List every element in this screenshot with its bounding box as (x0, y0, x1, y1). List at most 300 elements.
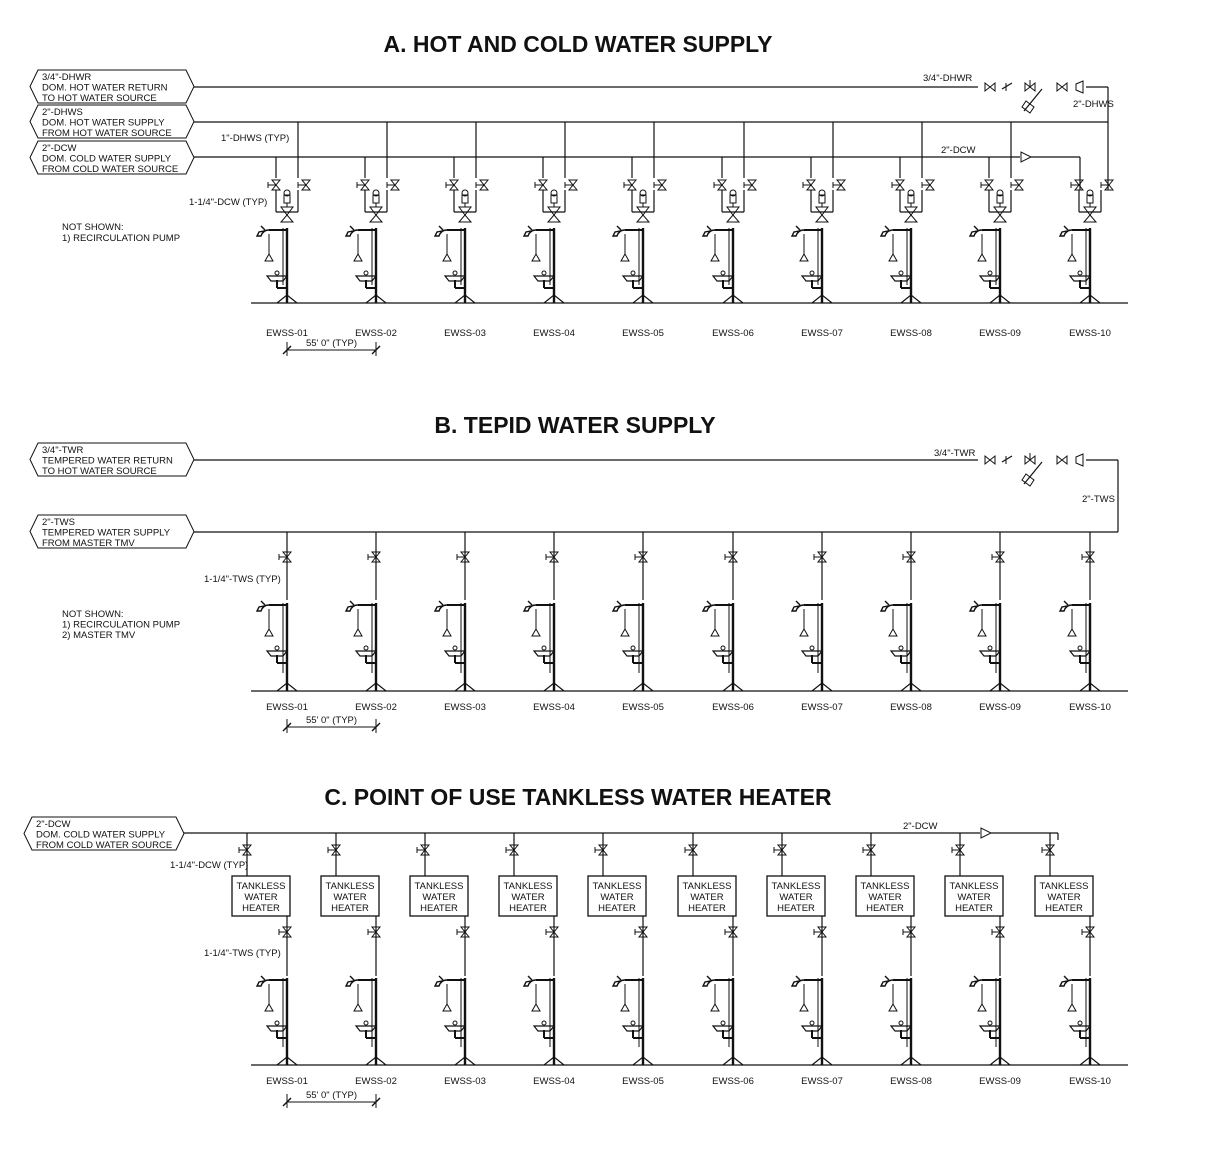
station-tag: EWSS-05 (622, 328, 664, 339)
station-tag: EWSS-03 (444, 1076, 486, 1087)
return-line-label: 3/4"-TWR (934, 448, 976, 459)
tankless-heater-label: WATER (511, 892, 545, 903)
tankless-heater-label: HEATER (242, 903, 280, 914)
tankless-heater-label: TANKLESS (503, 881, 553, 892)
dimension-label: 55' 0" (TYP) (305, 715, 358, 726)
eyewash-station (1060, 976, 1100, 1065)
shower-head-icon (970, 980, 982, 986)
mixing-valve-body (1084, 207, 1096, 215)
eyewash-nozzle-icon (1078, 1021, 1082, 1025)
station-group (1035, 833, 1111, 1087)
pull-handle-icon (621, 629, 629, 636)
mixing-valve-body (816, 215, 828, 222)
station-tag: EWSS-10 (1069, 328, 1111, 339)
station-tag: EWSS-06 (712, 1076, 754, 1087)
eyewash-station (435, 601, 475, 691)
not-shown-note: 1) RECIRCULATION PUMP (62, 233, 181, 244)
eyewash-station (613, 226, 653, 303)
eyewash-nozzle-icon (810, 1021, 814, 1025)
mixing-valve-body (905, 207, 917, 215)
eyewash-station (970, 226, 1010, 303)
eyewash-station (1060, 601, 1100, 691)
eyewash-nozzle-icon (542, 271, 546, 275)
eyewash-station (346, 226, 386, 303)
tankless-heater-label: WATER (600, 892, 634, 903)
tankless-heater-label: TANKLESS (414, 881, 464, 892)
mixing-valve-body (637, 215, 649, 222)
shower-head-icon (257, 605, 269, 611)
flag-dcw-line: 2"-DCW (36, 819, 71, 830)
eyewash-nozzle-icon (721, 646, 725, 650)
tankless-heater-label: HEATER (955, 903, 993, 914)
station-group (792, 532, 843, 713)
shower-head-deflector (885, 976, 889, 980)
tankless-heater-label: WATER (422, 892, 456, 903)
shower-head-deflector (1064, 976, 1068, 980)
flag-dcw-line: FROM COLD WATER SOURCE (42, 164, 179, 175)
tankless-heater-label: WATER (1047, 892, 1081, 903)
eyewash-station (524, 601, 564, 691)
shower-head-icon (613, 980, 625, 986)
not-shown-note: 1) RECIRCULATION PUMP (62, 619, 181, 631)
shower-head-icon (435, 605, 447, 611)
eyewash-station (613, 601, 653, 691)
section-title: B. TEPID WATER SUPPLY (434, 412, 716, 438)
station-group (524, 532, 575, 713)
eyewash-nozzle-icon (988, 271, 992, 275)
flag-dhwr-line: 3/4"-DHWR (42, 72, 92, 83)
pull-handle-icon (889, 1004, 897, 1011)
eyewash-nozzle-icon (1078, 646, 1082, 650)
tankless-heater-label: WATER (957, 892, 991, 903)
shower-head-deflector (707, 601, 711, 605)
eyewash-nozzle-icon (631, 646, 635, 650)
tankless-heater-label: TANKLESS (682, 881, 732, 892)
station-group (257, 532, 308, 713)
mixing-valve-body (727, 207, 739, 215)
pull-handle-icon (532, 254, 540, 261)
eyewash-nozzle-icon (899, 271, 903, 275)
section-tankless-water-heater (24, 784, 1128, 1108)
ball-valve-icon (985, 456, 995, 464)
mixing-valve-body (816, 207, 828, 215)
flag-dhws-line: 2"-DHWS (42, 107, 83, 118)
shower-head-icon (792, 980, 804, 986)
mixing-valve-body (994, 215, 1006, 222)
flag-twr-line: 3/4"-TWR (42, 445, 84, 456)
not-shown-note: 2) MASTER TMV (62, 630, 136, 641)
eyewash-nozzle-icon (899, 1021, 903, 1025)
station-tag: EWSS-09 (979, 328, 1021, 339)
station-tag: EWSS-01 (266, 328, 308, 339)
pull-handle-icon (532, 1004, 540, 1011)
eyewash-station (881, 601, 921, 691)
station-tag: EWSS-07 (801, 328, 843, 339)
tankless-heater-label: TANKLESS (860, 881, 910, 892)
station-tag: EWSS-07 (801, 1076, 843, 1087)
mixing-valve-body (727, 215, 739, 222)
shower-head-deflector (261, 976, 265, 980)
flag-dcw-line: DOM. COLD WATER SUPPLY (36, 829, 166, 841)
station-group (588, 833, 664, 1087)
station-tag: EWSS-02 (355, 702, 397, 713)
shower-head-deflector (974, 976, 978, 980)
station-tag: EWSS-07 (801, 702, 843, 713)
shower-head-icon (703, 980, 715, 986)
tankless-heater-label: TANKLESS (325, 881, 375, 892)
shower-head-icon (257, 230, 269, 236)
eyewash-station (881, 226, 921, 303)
flag-twr-line: TO HOT WATER SOURCE (42, 466, 157, 477)
branch-label: 1-1/4"-TWS (TYP) (204, 574, 281, 585)
station-tag: EWSS-04 (533, 702, 575, 713)
cold-main-check-icon (1021, 152, 1031, 162)
shower-head-icon (881, 230, 893, 236)
tankless-heater-label: HEATER (509, 903, 547, 914)
eyewash-station (346, 601, 386, 691)
eyewash-nozzle-icon (453, 271, 457, 275)
pull-handle-icon (354, 629, 362, 636)
eyewash-station (970, 976, 1010, 1065)
shower-head-icon (881, 980, 893, 986)
spacing-dimension (283, 338, 380, 356)
shower-head-deflector (796, 601, 800, 605)
tankless-heater-label: WATER (779, 892, 813, 903)
shower-head-deflector (617, 226, 621, 230)
flag-dhws-line: FROM HOT WATER SOURCE (42, 128, 172, 139)
tankless-heater-label: TANKLESS (236, 881, 286, 892)
station-group (524, 122, 577, 339)
ball-valve-icon (985, 83, 995, 91)
shower-head-icon (346, 605, 358, 611)
tankless-heater-label: WATER (690, 892, 724, 903)
shower-head-deflector (707, 976, 711, 980)
shower-head-deflector (350, 601, 354, 605)
shower-head-icon (881, 605, 893, 611)
shower-head-deflector (974, 226, 978, 230)
shower-head-deflector (796, 226, 800, 230)
tankless-heater-label: HEATER (777, 903, 815, 914)
reducer-icon (1076, 454, 1083, 466)
mixing-valve-icon (1084, 190, 1096, 222)
eyewash-nozzle-icon (810, 646, 814, 650)
eyewash-station (1060, 226, 1100, 303)
riser-label: 2"-TWS (1082, 494, 1115, 505)
station-group (856, 833, 932, 1087)
shower-head-deflector (885, 601, 889, 605)
eyewash-nozzle-icon (810, 271, 814, 275)
shower-head-deflector (796, 976, 800, 980)
eyewash-nozzle-icon (364, 1021, 368, 1025)
station-group (499, 833, 575, 1087)
mixing-valve-icon (370, 190, 382, 222)
shower-head-deflector (974, 601, 978, 605)
tankless-heater-label: TANKLESS (1039, 881, 1089, 892)
shower-head-deflector (707, 226, 711, 230)
return-line-label: 3/4"-DHWR (923, 73, 973, 84)
flag-dcw-line: DOM. COLD WATER SUPPLY (42, 153, 172, 165)
mixing-valve-icon (281, 190, 293, 222)
station-group (435, 122, 488, 339)
station-group (703, 122, 756, 339)
station-tag: EWSS-09 (979, 702, 1021, 713)
shower-head-icon (346, 980, 358, 986)
station-tag: EWSS-05 (622, 702, 664, 713)
eyewash-nozzle-icon (631, 1021, 635, 1025)
station-group (257, 122, 310, 339)
eyewash-station (703, 226, 743, 303)
tankless-heater-label: HEATER (331, 903, 369, 914)
eyewash-nozzle-icon (1078, 271, 1082, 275)
check-valve-icon (1002, 456, 1012, 462)
shower-head-deflector (528, 601, 532, 605)
mixing-valve-body (459, 207, 471, 215)
dimension-label: 55' 0" (TYP) (305, 1090, 358, 1101)
shower-head-icon (792, 230, 804, 236)
eyewash-nozzle-icon (899, 646, 903, 650)
dhwr-valve-train (985, 80, 1083, 113)
eyewash-station (881, 976, 921, 1065)
pull-handle-icon (532, 629, 540, 636)
mixing-valve-body (459, 215, 471, 222)
section-hot-cold-water-supply (30, 31, 1128, 356)
eyewash-nozzle-icon (542, 646, 546, 650)
shower-head-icon (792, 605, 804, 611)
shower-head-icon (1060, 230, 1072, 236)
flag-dhwr-line: TO HOT WATER SOURCE (42, 93, 157, 104)
pull-handle-icon (621, 254, 629, 261)
station-tag: EWSS-08 (890, 1076, 932, 1087)
pull-handle-icon (711, 254, 719, 261)
station-group (945, 833, 1021, 1087)
shower-head-deflector (528, 976, 532, 980)
shower-head-icon (435, 980, 447, 986)
pull-handle-icon (1068, 254, 1076, 261)
station-group (410, 833, 486, 1087)
shower-head-deflector (617, 976, 621, 980)
station-group (346, 532, 397, 713)
pull-handle-icon (800, 629, 808, 636)
twr-valve-train (985, 453, 1083, 486)
section-title: A. HOT AND COLD WATER SUPPLY (383, 31, 773, 57)
mixing-valve-icon (994, 190, 1006, 222)
pull-handle-icon (1068, 629, 1076, 636)
shower-head-icon (524, 230, 536, 236)
tankless-heater-label: WATER (333, 892, 367, 903)
cold-main-label: 2"-DCW (941, 145, 976, 156)
eyewash-nozzle-icon (453, 646, 457, 650)
shower-head-icon (346, 230, 358, 236)
station-group (970, 122, 1023, 339)
station-tag: EWSS-03 (444, 328, 486, 339)
station-group (881, 532, 932, 713)
eyewash-nozzle-icon (988, 646, 992, 650)
shower-head-icon (1060, 980, 1072, 986)
eyewash-station (792, 601, 832, 691)
pull-handle-icon (265, 1004, 273, 1011)
check-valve-icon (1002, 83, 1012, 89)
station-group (1060, 532, 1111, 713)
pull-handle-icon (978, 254, 986, 261)
spacing-dimension (283, 1090, 380, 1108)
eyewash-station (346, 976, 386, 1065)
eyewash-station (257, 976, 297, 1065)
flag-tws-line: FROM MASTER TMV (42, 538, 135, 549)
pull-handle-icon (978, 629, 986, 636)
station-tag: EWSS-06 (712, 328, 754, 339)
station-tag: EWSS-09 (979, 1076, 1021, 1087)
shower-head-icon (1060, 605, 1072, 611)
pull-handle-icon (443, 254, 451, 261)
shower-head-icon (257, 980, 269, 986)
pull-handle-icon (978, 1004, 986, 1011)
tankless-heater-label: WATER (244, 892, 278, 903)
station-group (703, 532, 754, 713)
pull-handle-icon (711, 629, 719, 636)
mixing-valve-icon (727, 190, 739, 222)
shower-head-deflector (261, 601, 265, 605)
station-tag: EWSS-02 (355, 1076, 397, 1087)
station-tag: EWSS-10 (1069, 1076, 1111, 1087)
spacing-dimension (283, 715, 380, 733)
tankless-heater-label: HEATER (688, 903, 726, 914)
tankless-heater-label: TANKLESS (592, 881, 642, 892)
eyewash-nozzle-icon (364, 271, 368, 275)
pull-handle-icon (889, 629, 897, 636)
gate-valve-icon (1057, 456, 1067, 464)
station-tag: EWSS-04 (533, 328, 575, 339)
station-tag: EWSS-01 (266, 702, 308, 713)
eyewash-station (613, 976, 653, 1065)
tankless-heater-label: HEATER (598, 903, 636, 914)
station-tag: EWSS-05 (622, 1076, 664, 1087)
pull-handle-icon (889, 254, 897, 261)
station-group (321, 833, 397, 1087)
mixing-valve-body (548, 215, 560, 222)
eyewash-nozzle-icon (988, 1021, 992, 1025)
eyewash-nozzle-icon (275, 271, 279, 275)
eyewash-station (703, 976, 743, 1065)
tankless-heater-label: HEATER (1045, 903, 1083, 914)
pull-handle-icon (800, 1004, 808, 1011)
pull-handle-icon (800, 254, 808, 261)
station-group (767, 833, 843, 1087)
shower-head-icon (524, 605, 536, 611)
hot-branch-label: 1"-DHWS (TYP) (221, 133, 290, 144)
flag-dcw-line: 2"-DCW (42, 143, 77, 154)
eyewash-nozzle-icon (721, 271, 725, 275)
station-group (881, 122, 934, 339)
riser-label: 2"-DHWS (1073, 99, 1114, 110)
eyewash-nozzle-icon (542, 1021, 546, 1025)
eyewash-nozzle-icon (364, 646, 368, 650)
pull-handle-icon (711, 1004, 719, 1011)
section-title: C. POINT OF USE TANKLESS WATER HEATER (324, 784, 832, 810)
not-shown-note: NOT SHOWN: (62, 222, 124, 233)
tankless-heater-label: TANKLESS (771, 881, 821, 892)
pull-handle-icon (265, 254, 273, 261)
station-tag: EWSS-01 (266, 1076, 308, 1087)
pull-handle-icon (1068, 1004, 1076, 1011)
reducer-icon (1076, 81, 1083, 93)
mixing-valve-body (281, 215, 293, 222)
station-group (792, 122, 845, 339)
shower-head-icon (703, 230, 715, 236)
mixing-valve-body (905, 215, 917, 222)
pull-handle-icon (621, 1004, 629, 1011)
station-tag: EWSS-08 (890, 702, 932, 713)
gate-valve-icon (1057, 83, 1067, 91)
station-tag: EWSS-03 (444, 702, 486, 713)
mixing-valve-body (281, 207, 293, 215)
flag-dhws-line: DOM. HOT WATER SUPPLY (42, 117, 165, 129)
station-group (1060, 180, 1113, 339)
flag-dcw-line: FROM COLD WATER SOURCE (36, 840, 173, 851)
pull-handle-icon (265, 629, 273, 636)
mixing-valve-body (548, 207, 560, 215)
eyewash-station (257, 226, 297, 303)
tankless-heater-label: WATER (868, 892, 902, 903)
tankless-heater-label: HEATER (866, 903, 904, 914)
station-group (678, 833, 754, 1087)
station-tag: EWSS-06 (712, 702, 754, 713)
shower-head-deflector (439, 226, 443, 230)
eyewash-nozzle-icon (631, 271, 635, 275)
flag-tws-line: TEMPERED WATER SUPPLY (42, 527, 171, 539)
pull-handle-icon (443, 629, 451, 636)
shower-head-deflector (1064, 601, 1068, 605)
dimension-label: 55' 0" (TYP) (305, 338, 358, 349)
main-label: 2"-DCW (903, 821, 938, 832)
section-tepid-water-supply (30, 412, 1128, 733)
tempered-branch-label: 1-1/4"-TWS (TYP) (204, 948, 281, 959)
cold-main-check-icon (981, 828, 991, 838)
eyewash-station (435, 976, 475, 1065)
eyewash-station (792, 226, 832, 303)
not-shown-note: NOT SHOWN: (62, 609, 124, 620)
mixing-valve-icon (459, 190, 471, 222)
station-tag: EWSS-10 (1069, 702, 1111, 713)
shower-head-deflector (528, 226, 532, 230)
shower-head-deflector (350, 976, 354, 980)
shower-head-icon (970, 230, 982, 236)
mixing-valve-body (370, 207, 382, 215)
shower-head-icon (613, 230, 625, 236)
mixing-valve-body (370, 215, 382, 222)
pull-handle-icon (354, 254, 362, 261)
mixing-valve-icon (637, 190, 649, 222)
shower-head-deflector (350, 226, 354, 230)
station-tag: EWSS-08 (890, 328, 932, 339)
eyewash-station (792, 976, 832, 1065)
shower-head-deflector (1064, 226, 1068, 230)
mixing-valve-body (1084, 215, 1096, 222)
pull-handle-icon (354, 1004, 362, 1011)
shower-head-deflector (261, 226, 265, 230)
shower-head-icon (524, 980, 536, 986)
flag-twr-line: TEMPERED WATER RETURN (42, 455, 173, 467)
eyewash-station (703, 601, 743, 691)
shower-head-deflector (617, 601, 621, 605)
eyewash-station (524, 976, 564, 1065)
eyewash-nozzle-icon (721, 1021, 725, 1025)
eyewash-station (257, 601, 297, 691)
shower-head-icon (970, 605, 982, 611)
eyewash-nozzle-icon (453, 1021, 457, 1025)
station-group (613, 122, 666, 339)
shower-head-deflector (439, 601, 443, 605)
station-tag: EWSS-04 (533, 1076, 575, 1087)
